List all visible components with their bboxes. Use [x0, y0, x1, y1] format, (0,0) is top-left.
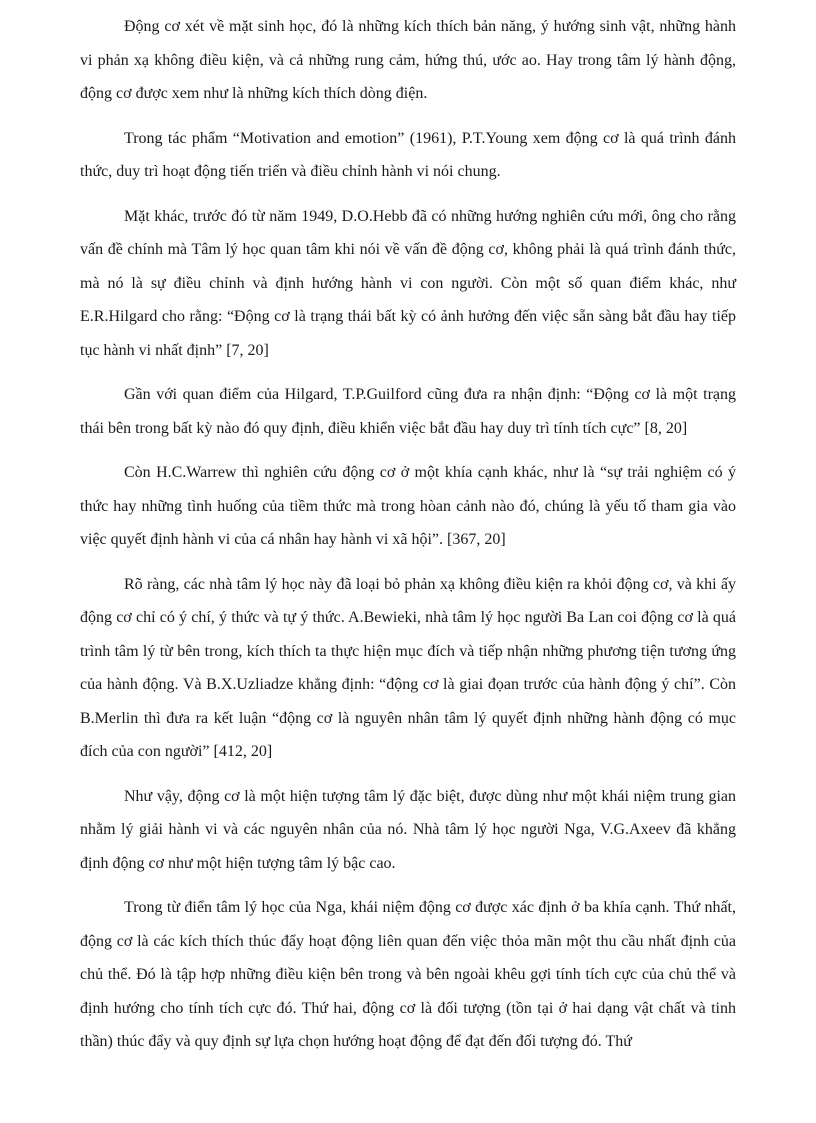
- document-page: [80, 10, 736, 1070]
- paragraph-axeev: Như vậy, động cơ là một hiện tượng tâm lý đặc biệt, được dùng như một khái niệm trung gian nhằm lý giải hành vi và các nguyên nhân của nó. Nhà tâm lý học người Nga, V.G.Axeev đã khẳng định động cơ như một hiện tượng tâm lý bậc cao.: [80, 787, 736, 872]
- paragraph-young-definition: Trong tác phẩm “Motivation and emotion” (1961), P.T.Young xem động cơ là quá trình đánh thức, duy trì hoạt động tiến triển và điều chỉnh hành vi nói chung.: [80, 129, 736, 180]
- paragraph-biological-motive: Động cơ xét về mặt sinh học, đó là những kích thích bản năng, ý hướng sinh vật, những hành vi phản xạ không điều kiện, và cả những rung cảm, hứng thú, ước ao. Hay trong tâm lý hành động, động cơ được xem như là những kích thích dòng điện.: [80, 18, 736, 102]
- paragraph-warrew: Còn H.C.Warrew thì nghiên cứu động cơ ở một khía cạnh khác, như là “sự trải nghiệm có ý thức hay những tình huống của tiềm thức mà trong hòan cảnh nào đó, chúng là yếu tố tham gia vào việc quyết định hành vi của cá nhân hay hành vi xã hội”. [367, 20]: [80, 464, 736, 548]
- paragraph-russian-dictionary: Trong từ điển tâm lý học của Nga, khái niệm động cơ được xác định ở ba khía cạnh. Thứ nhất, động cơ là các kích thích thúc đẩy hoạt động liên quan đến việc thỏa mãn một thu cầu nhất định của chủ thể. Đó là tập hợp những điều kiện bên trong và bên ngoài khêu gợi tính tích cực của chủ thể và định hướng cho tính tích cực đó. Thứ hai, động cơ là đối tượng (tồn tại ở hai dạng vật chất và tinh thần) thúc đẩy và quy định sự lựa chọn hướng hoạt động để đạt đến đối tượng đó. Thứ: [80, 899, 736, 1050]
- paragraph-hebb-hilgard: Mặt khác, trước đó từ năm 1949, D.O.Hebb đã có những hướng nghiên cứu mới, ông cho rằng vấn đề chính mà Tâm lý học quan tâm khi nói về vấn đề động cơ, không phải là quá trình đánh thức, mà nó là sự điều chỉnh và định hướng hành vi con người. Còn một số quan điểm khác, như E.R.Hilgard cho rằng: “Động cơ là trạng thái bất kỳ có ảnh hưởng đến việc sẵn sàng bắt đầu hay tiếp tục hành vi nhất định” [7, 20]: [80, 207, 736, 359]
- paragraph-bewieki-uzliadze-merlin: Rõ ràng, các nhà tâm lý học này đã loại bỏ phản xạ không điều kiện ra khỏi động cơ, và khi ấy động cơ chỉ có ý chí, ý thức và tự ý thức. A.Bewieki, nhà tâm lý học người Ba Lan coi động cơ là quá trình tâm lý từ bên trong, kích thích ta thực hiện mục đích và tiếp nhận những phương tiện tương ứng của hành động. Và B.X.Uzliadze khẳng định: “động cơ là giai đọan trước của hành động ý chí”. Còn B.Merlin thì đưa ra kết luận “động cơ là nguyên nhân tâm lý quyết định những hành động có mục đích của con người” [412, 20]: [80, 575, 736, 760]
- paragraph-guilford: Gần với quan điểm của Hilgard, T.P.Guilford cũng đưa ra nhận định: “Động cơ là một trạng thái bên trong bất kỳ nào đó quy định, điều khiển việc bắt đầu hay duy trì tính tích cực” [8, 20]: [80, 386, 736, 437]
